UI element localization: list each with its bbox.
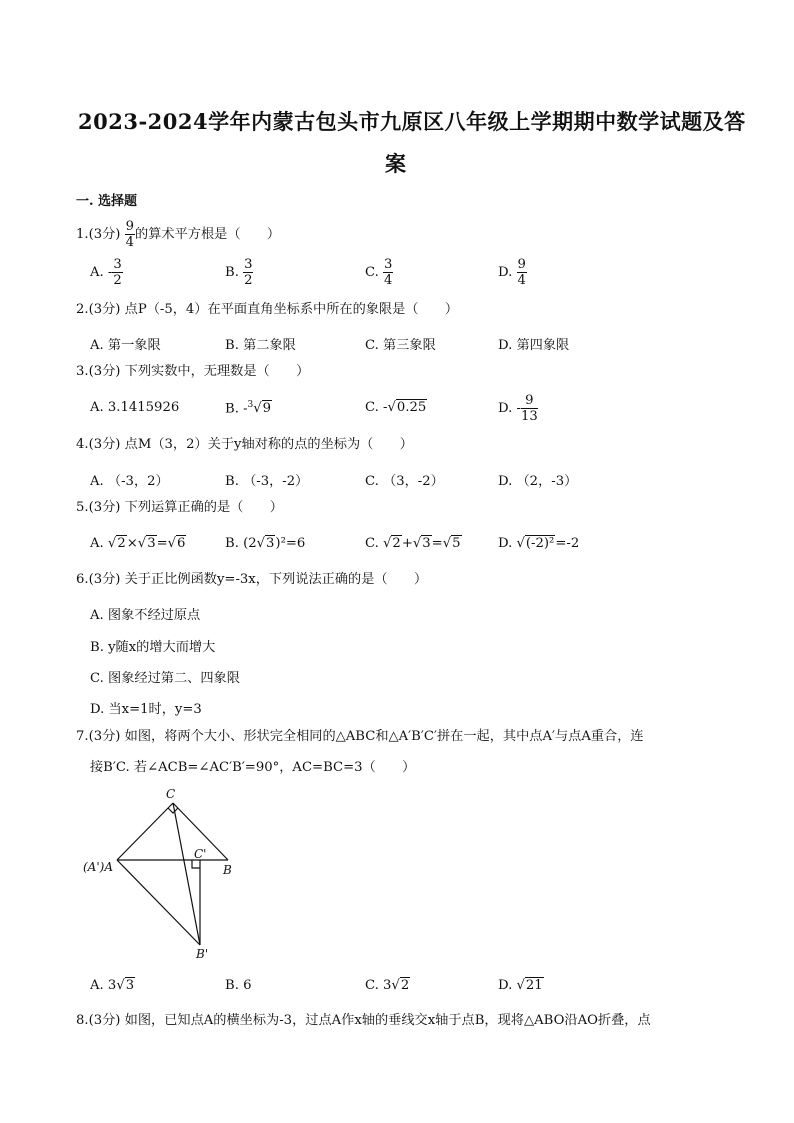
q3-option-c: C. -√0.25 xyxy=(365,400,427,415)
q5-option-b: B. (2√3)²=6 xyxy=(225,536,306,551)
label-c-prime: C' xyxy=(194,847,207,861)
fraction: $\frac{9}{4}$ xyxy=(125,219,135,251)
label-b-prime: B' xyxy=(196,947,209,961)
q7-option-b: B. 6 xyxy=(225,978,252,993)
question-3: 3.(3分) 下列实数中，无理数是（ ） xyxy=(76,364,310,379)
q1-option-b: B. $\frac{3}{2}$ xyxy=(225,257,253,289)
q7-figure xyxy=(80,785,250,965)
question-7-cont: 接B′C. 若∠ACB=∠AC′B′=90°，AC=BC=3（ ） xyxy=(90,760,416,775)
q4-option-d: D. （2，-3） xyxy=(498,474,578,489)
q1-option-d: D. $\frac{9}{4}$ xyxy=(498,257,526,289)
question-5: 5.(3分) 下列运算正确的是（ ） xyxy=(76,500,283,515)
q3-option-d: D. - $\frac{9}{13}$ xyxy=(498,393,538,425)
q3-option-b: B. -$^3$√9 xyxy=(225,400,272,417)
q2-option-b: B. 第二象限 xyxy=(225,338,296,353)
question-1: 1.(3分) $\frac{9}{4}$ 的算术平方根是（ ） xyxy=(76,219,281,251)
q5-option-c: C. √2+√3=√5 xyxy=(365,536,461,551)
question-6: 6.(3分) 关于正比例函数y=-3x，下列说法正确的是（ ） xyxy=(76,572,428,587)
q1-option-c: C. $\frac{3}{4}$ xyxy=(365,257,393,289)
q6-option-d: D. 当x=1时，y=3 xyxy=(90,702,202,717)
q5-option-d: D. √(-2)²=-2 xyxy=(498,536,580,551)
q2-option-c: C. 第三象限 xyxy=(365,338,436,353)
q5-option-a: A. √2×√3=√6 xyxy=(90,536,186,551)
q7-option-a: A. 3√3 xyxy=(90,978,135,993)
q4-option-c: C. （3，-2） xyxy=(365,474,444,489)
question-4: 4.(3分) 点M（3，2）关于y轴对称的点的坐标为（ ） xyxy=(76,437,413,452)
q4-option-a: A. （-3，2） xyxy=(90,474,169,489)
question-7: 7.(3分) 如图，将两个大小、形状完全相同的△ABC和△A′B′C′拼在一起，其中点A′与点A重合，连 xyxy=(76,729,644,744)
q6-option-a: A. 图象不经过原点 xyxy=(90,608,201,623)
label-a: (A')A xyxy=(83,860,113,874)
q4-option-b: B. （-3，-2） xyxy=(225,474,309,489)
label-c: C xyxy=(166,787,176,801)
page-title: 2023-2024学年内蒙古包头市九原区八年级上学期期中数学试题及答 xyxy=(78,109,746,134)
q6-option-c: C. 图象经过第二、四象限 xyxy=(90,671,240,686)
section-heading: 一. 选择题 xyxy=(76,194,138,209)
q6-option-b: B. y随x的增大而增大 xyxy=(90,640,216,655)
q2-option-a: A. 第一象限 xyxy=(90,338,161,353)
question-8: 8.(3分) 如图，已知点A的横坐标为-3，过点A作x轴的垂线交x轴于点B，现将△ABO沿AO折叠，点 xyxy=(76,1013,651,1028)
question-2: 2.(3分) 点P（-5，4）在平面直角坐标系中所在的象限是（ ） xyxy=(76,302,459,317)
q2-option-d: D. 第四象限 xyxy=(498,338,570,353)
page-title-cont: 案 xyxy=(385,151,407,176)
q3-option-a: A. 3.1415926 xyxy=(90,400,180,415)
q1-option-a: A. - $\frac{3}{2}$ xyxy=(90,257,122,289)
q7-option-d: D. √21 xyxy=(498,978,543,993)
label-b: B xyxy=(223,863,232,877)
q7-option-c: C. 3√2 xyxy=(365,978,410,993)
